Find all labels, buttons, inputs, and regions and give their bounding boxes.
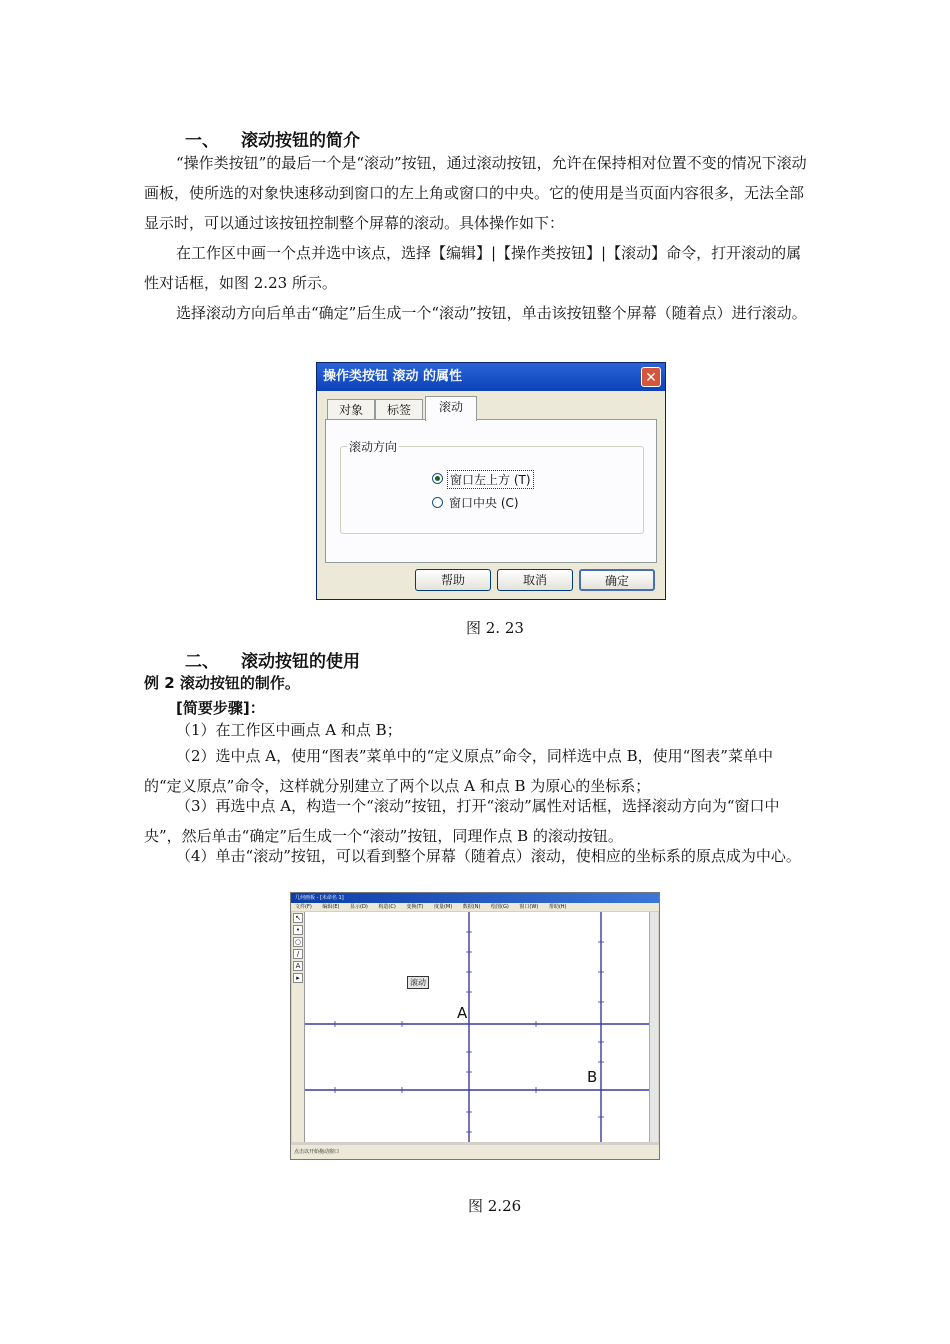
sketchpad-menubar — [291, 903, 659, 911]
tab-panel — [325, 419, 657, 563]
section2-number: 二、 — [185, 652, 219, 672]
menu-display[interactable]: 显示(D) — [350, 904, 368, 910]
status-bar: 点击以开始拖动窗口 — [291, 1145, 659, 1159]
menu-graph[interactable]: 绘图(G) — [491, 904, 509, 910]
menu-measure[interactable]: 度量(M) — [433, 904, 453, 910]
custom-tool-icon[interactable]: ▸ — [293, 973, 303, 983]
axes-svg — [305, 912, 651, 1142]
dialog-title: 操作类按钮 滚动 的属性 — [317, 363, 665, 391]
section1-title: 滚动按钮的简介 — [241, 131, 360, 151]
compass-tool-icon[interactable]: ○ — [294, 938, 302, 946]
tab-object[interactable]: 对象 — [327, 399, 375, 420]
example-title: 例 2 滚动按钮的制作。 — [144, 674, 300, 692]
radio-center[interactable] — [432, 497, 443, 508]
point-tool-icon[interactable]: • — [293, 925, 303, 935]
tab-scroll[interactable]: 滚动 — [425, 396, 477, 421]
intro-paragraph: “操作类按钮”的最后一个是“滚动”按钮，通过滚动按钮，允许在保持相对位置不变的情况下滚动画板，使所选的对象快速移动到窗口的左上角或窗口的中央。它的使用是当页面内容很多，无法全部显示时，可以通过该按钮控制整个屏幕的滚动。具体操作如下： — [144, 154, 807, 232]
menu-window[interactable]: 窗口(W) — [519, 904, 539, 910]
result-paragraph: 选择滚动方向后单击“确定”后生成一个“滚动”按钮，单击该按钮整个屏幕（随着点）进行滚动。 — [176, 304, 807, 322]
sketch-canvas[interactable] — [305, 912, 651, 1142]
line-tool-icon[interactable]: / — [293, 949, 303, 959]
tab-label[interactable]: 标签 — [375, 399, 423, 420]
menu-number[interactable]: 数据(N) — [462, 904, 481, 910]
help-button[interactable]: 帮助 — [415, 569, 491, 591]
radio-top-left[interactable] — [432, 473, 443, 484]
menu-transform[interactable]: 变换(T) — [406, 904, 424, 910]
menu-construct[interactable]: 构造(C) — [378, 904, 396, 910]
steps-paragraph: 在工作区中画一个点并选中该点，选择【编辑】|【操作类按钮】|【滚动】命令，打开滚动的属性对话框，如图 2.23 所示。 — [144, 244, 802, 292]
scroll-properties-dialog — [316, 362, 666, 600]
menu-help[interactable]: 帮助(H) — [548, 904, 567, 910]
step-2: （2）选中点 A，使用“图表”菜单中的“定义原点”命令，同样选中点 B，使用“图表”菜单中的“定义原点”命令，这样就分别建立了两个以点 A 和点 B 为原心的坐标系； — [144, 747, 773, 795]
close-icon[interactable]: ✕ — [641, 367, 661, 387]
sketchpad-title: 几何画板 - [未命名 1] — [291, 893, 659, 903]
menu-file[interactable]: 文件(F) — [295, 904, 312, 910]
point-a-label: A — [457, 1004, 468, 1022]
menu-edit[interactable]: 编辑(E) — [322, 904, 340, 910]
point-b-label: B — [587, 1068, 598, 1086]
vertical-scrollbar[interactable] — [649, 912, 658, 1142]
text-tool-icon[interactable]: A — [293, 961, 303, 971]
scroll-button[interactable]: 滚动 — [407, 976, 429, 989]
option-top-left-label[interactable]: 窗口左上方 (T) — [447, 470, 534, 489]
toolbox — [292, 912, 305, 1142]
option-center-label[interactable]: 窗口中央 (C) — [449, 496, 519, 510]
step-3: （3）再选中点 A，构造一个“滚动”按钮，打开“滚动”属性对话框，选择滚动方向为“窗口中央”，然后单击“确定”后生成一个“滚动”按钮，同理作点 B 的滚动按钮。 — [144, 797, 780, 845]
arrow-tool-icon[interactable]: ↖ — [293, 913, 303, 923]
section1-number: 一、 — [185, 131, 219, 151]
sketchpad-window — [290, 892, 660, 1160]
cancel-button[interactable]: 取消 — [497, 569, 573, 591]
figure-caption-2-23: 图 2. 23 — [466, 619, 524, 637]
scroll-direction-group — [340, 440, 644, 534]
step-1: （1）在工作区中画点 A 和点 B； — [176, 721, 402, 739]
step-4: （4）单击“滚动”按钮，可以看到整个屏幕（随着点）滚动，使相应的坐标系的原点成为中心。 — [176, 847, 801, 865]
ok-button[interactable]: 确定 — [579, 569, 655, 591]
steps-heading: [简要步骤]： — [176, 699, 265, 717]
group-label: 滚动方向 — [349, 440, 398, 454]
section2-title: 滚动按钮的使用 — [241, 652, 360, 672]
figure-caption-2-26: 图 2.26 — [468, 1197, 522, 1215]
